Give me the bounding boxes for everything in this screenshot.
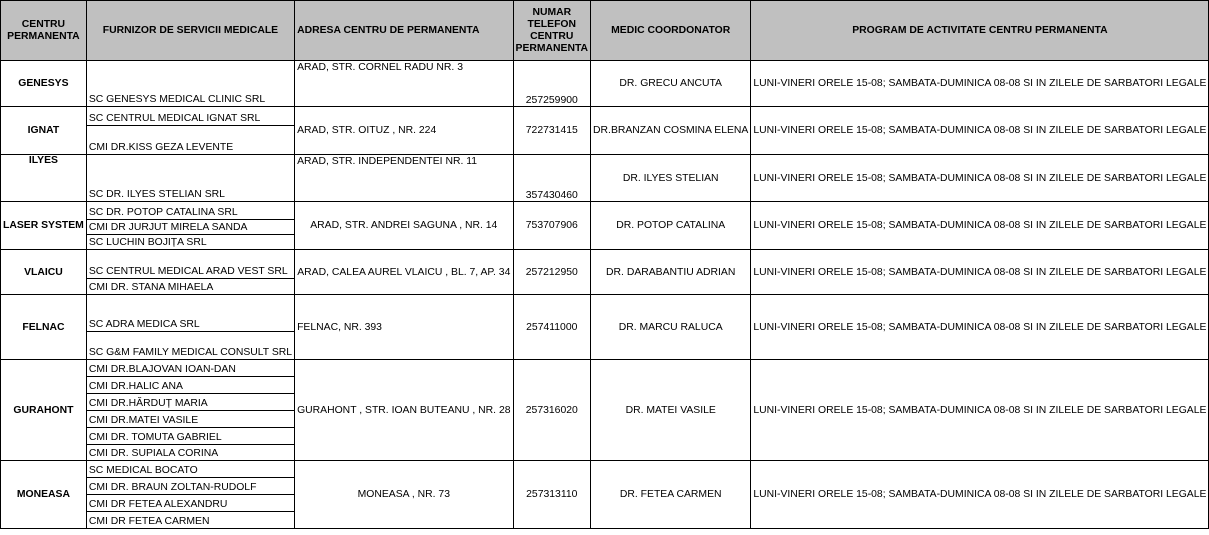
provider-cell[interactable]: CMI DR. SUPIALA CORINA: [86, 445, 294, 461]
coordinator-cell[interactable]: DR. FETEA CARMEN: [591, 461, 751, 529]
provider-cell[interactable]: CMI DR.KISS GEZA LEVENTE: [86, 126, 294, 155]
provider-cell[interactable]: SC MEDICAL BOCATO: [86, 461, 294, 478]
header-adresa[interactable]: ADRESA CENTRU DE PERMANENTA: [295, 1, 513, 61]
provider-cell[interactable]: SC GENESYS MEDICAL CLINIC SRL: [86, 61, 294, 107]
provider-cell[interactable]: CMI DR JURJUT MIRELA SANDA: [86, 220, 294, 235]
phone-cell[interactable]: 257411000: [513, 295, 591, 360]
phone-cell[interactable]: 257259900: [513, 61, 591, 107]
phone-cell[interactable]: 257212950: [513, 250, 591, 295]
provider-cell[interactable]: SC LUCHIN BOJIȚA SRL: [86, 235, 294, 250]
table-row: [1, 107, 1209, 126]
header-telefon[interactable]: NUMAR TELEFON CENTRU PERMANENTA: [513, 1, 591, 61]
coordinator-cell[interactable]: DR. MARCU RALUCA: [591, 295, 751, 360]
coordinator-cell[interactable]: DR. DARABANTIU ADRIAN: [591, 250, 751, 295]
address-cell[interactable]: ARAD, CALEA AUREL VLAICU , BL. 7, AP. 34: [295, 250, 513, 295]
table-body: [1, 61, 1209, 529]
provider-cell[interactable]: SC DR. ILYES STELIAN SRL: [86, 155, 294, 202]
table-row: [1, 360, 1209, 377]
provider-cell[interactable]: CMI DR FETEA CARMEN: [86, 512, 294, 529]
center-name-cell[interactable]: FELNAC: [1, 295, 87, 360]
address-cell[interactable]: GURAHONT , STR. IOAN BUTEANU , NR. 28: [295, 360, 513, 461]
address-cell[interactable]: FELNAC, NR. 393: [295, 295, 513, 360]
header-row: [1, 1, 1209, 61]
center-name-cell[interactable]: GURAHONT: [1, 360, 87, 461]
schedule-cell[interactable]: LUNI-VINERI ORELE 15-08; SAMBATA-DUMINICA 08-08 SI IN ZILELE DE SARBATORI LEGALE: [751, 107, 1209, 155]
center-name-cell[interactable]: MONEASA: [1, 461, 87, 529]
center-name-cell[interactable]: VLAICU: [1, 250, 87, 295]
header-program[interactable]: PROGRAM DE ACTIVITATE CENTRU PERMANENTA: [751, 1, 1209, 61]
table-row: [1, 295, 1209, 332]
provider-cell[interactable]: CMI DR. TOMUTA GABRIEL: [86, 428, 294, 445]
schedule-cell[interactable]: LUNI-VINERI ORELE 15-08; SAMBATA-DUMINICA 08-08 SI IN ZILELE DE SARBATORI LEGALE: [751, 61, 1209, 107]
coordinator-cell[interactable]: DR.BRANZAN COSMINA ELENA: [591, 107, 751, 155]
phone-cell[interactable]: 257316020: [513, 360, 591, 461]
center-name-cell[interactable]: ILYES: [1, 155, 87, 202]
phone-cell[interactable]: 753707906: [513, 202, 591, 250]
provider-cell[interactable]: CMI DR.HALIC ANA: [86, 377, 294, 394]
provider-cell[interactable]: SC CENTRUL MEDICAL ARAD VEST SRL: [86, 250, 294, 279]
provider-cell[interactable]: CMI DR. BRAUN ZOLTAN-RUDOLF: [86, 478, 294, 495]
provider-cell[interactable]: SC G&M FAMILY MEDICAL CONSULT SRL: [86, 332, 294, 360]
table-row: [1, 155, 1209, 202]
schedule-cell[interactable]: LUNI-VINERI ORELE 15-08; SAMBATA-DUMINICA 08-08 SI IN ZILELE DE SARBATORI LEGALE: [751, 461, 1209, 529]
provider-cell[interactable]: CMI DR.HĂRDUȚ MARIA: [86, 394, 294, 411]
address-cell[interactable]: ARAD, STR. OITUZ , NR. 224: [295, 107, 513, 155]
coordinator-cell[interactable]: DR. GRECU ANCUTA: [591, 61, 751, 107]
center-name-cell[interactable]: LASER SYSTEM: [1, 202, 87, 250]
address-cell[interactable]: MONEASA , NR. 73: [295, 461, 513, 529]
center-name-cell[interactable]: GENESYS: [1, 61, 87, 107]
provider-cell[interactable]: SC DR. POTOP CATALINA SRL: [86, 202, 294, 220]
coordinator-cell[interactable]: DR. POTOP CATALINA: [591, 202, 751, 250]
coordinator-cell[interactable]: DR. ILYES STELIAN: [591, 155, 751, 202]
schedule-cell[interactable]: LUNI-VINERI ORELE 15-08; SAMBATA-DUMINICA 08-08 SI IN ZILELE DE SARBATORI LEGALE: [751, 250, 1209, 295]
provider-cell[interactable]: CMI DR.BLAJOVAN IOAN-DAN: [86, 360, 294, 377]
address-cell[interactable]: ARAD, STR. INDEPENDENTEI NR. 11: [295, 155, 513, 202]
header-centru[interactable]: CENTRU PERMANENTA: [1, 1, 87, 61]
address-cell[interactable]: ARAD, STR. ANDREI SAGUNA , NR. 14: [295, 202, 513, 250]
provider-cell[interactable]: SC ADRA MEDICA SRL: [86, 295, 294, 332]
provider-cell[interactable]: SC CENTRUL MEDICAL IGNAT SRL: [86, 107, 294, 126]
provider-cell[interactable]: CMI DR.MATEI VASILE: [86, 411, 294, 428]
provider-cell[interactable]: CMI DR. STANA MIHAELA: [86, 279, 294, 295]
header-furnizor[interactable]: FURNIZOR DE SERVICII MEDICALE: [86, 1, 294, 61]
phone-cell[interactable]: 257313110: [513, 461, 591, 529]
header-medic[interactable]: MEDIC COORDONATOR: [591, 1, 751, 61]
center-name-cell[interactable]: IGNAT: [1, 107, 87, 155]
table-row: [1, 250, 1209, 279]
schedule-cell[interactable]: LUNI-VINERI ORELE 15-08; SAMBATA-DUMINICA 08-08 SI IN ZILELE DE SARBATORI LEGALE: [751, 202, 1209, 250]
provider-cell[interactable]: CMI DR FETEA ALEXANDRU: [86, 495, 294, 512]
coordinator-cell[interactable]: DR. MATEI VASILE: [591, 360, 751, 461]
schedule-cell[interactable]: LUNI-VINERI ORELE 15-08; SAMBATA-DUMINICA 08-08 SI IN ZILELE DE SARBATORI LEGALE: [751, 360, 1209, 461]
schedule-cell[interactable]: LUNI-VINERI ORELE 15-08; SAMBATA-DUMINICA 08-08 SI IN ZILELE DE SARBATORI LEGALE: [751, 295, 1209, 360]
address-cell[interactable]: ARAD, STR. CORNEL RADU NR. 3: [295, 61, 513, 107]
phone-cell[interactable]: 722731415: [513, 107, 591, 155]
schedule-cell[interactable]: LUNI-VINERI ORELE 15-08; SAMBATA-DUMINICA 08-08 SI IN ZILELE DE SARBATORI LEGALE: [751, 155, 1209, 202]
table-row: [1, 461, 1209, 478]
table-row: [1, 202, 1209, 220]
table-row: [1, 61, 1209, 107]
phone-cell[interactable]: 357430460: [513, 155, 591, 202]
